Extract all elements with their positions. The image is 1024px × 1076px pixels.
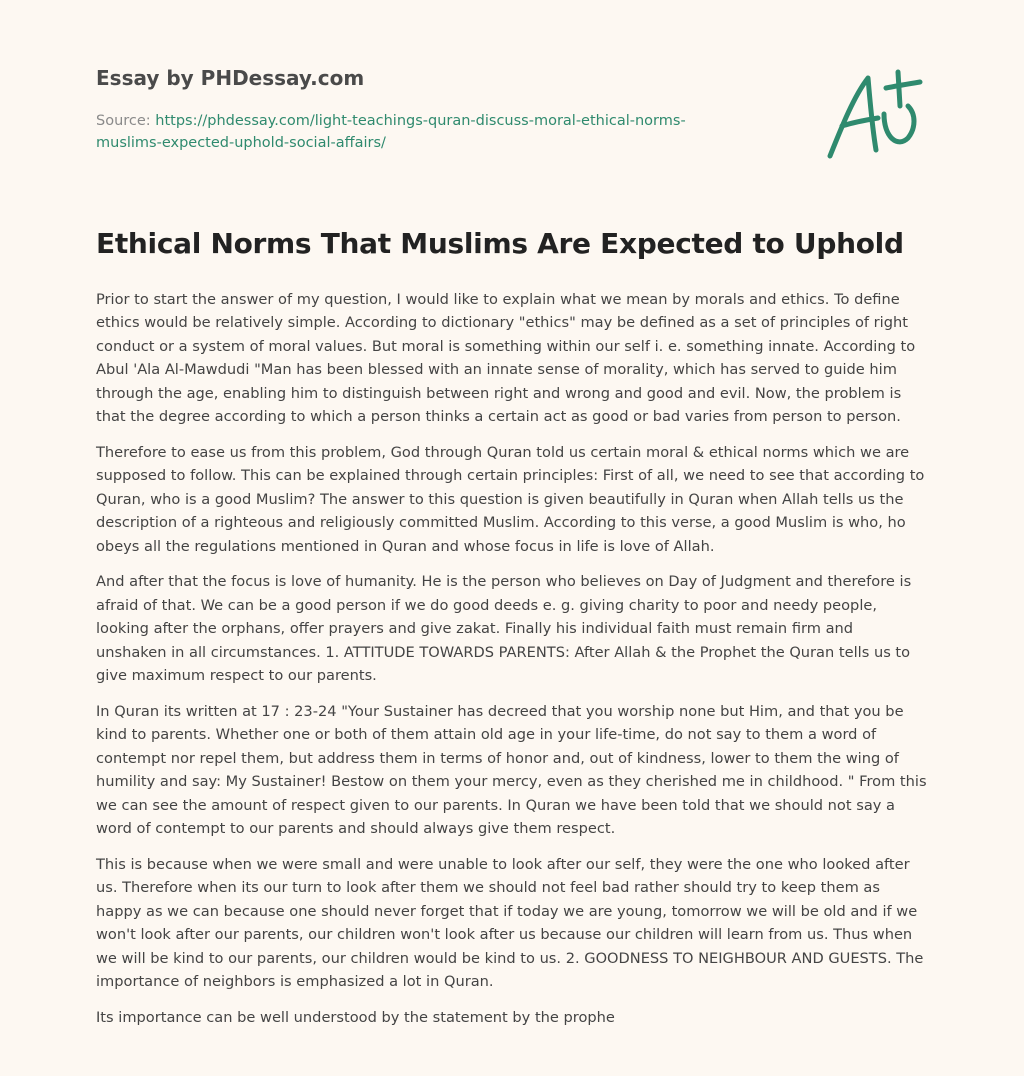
article-paragraph: Therefore to ease us from this problem, God through Quran told us certain moral & ethical norms which we are supposed to follow. This can be explained through certain principles: First of all, we need to see that according to Quran, who is a good Muslim? The answer to this question is given beautifully in Quran when Allah tells us the description of a righteous and religiously committed Muslim. According to this verse, a good Muslim is who, ho obeys all the regulations mentioned in Quran and whose focus in life is love of Allah. — [96, 443, 925, 555]
source-link[interactable]: https://phdessay.com/light-teachings-quran-discuss-moral-ethical-norms-muslims-expected-uphold-social-affairs/ — [96, 113, 686, 151]
source-line — [96, 110, 736, 154]
source-label: Source: — [96, 113, 151, 129]
article-paragraph: Its importance can be well understood by the statement by the prophe — [96, 1008, 615, 1026]
article-paragraph: Prior to start the answer of my question, I would like to explain what we mean by morals and ethics. To define ethics would be relatively simple. According to dictionary "ethics" may be defined as a set of principles of right conduct or a system of moral values. But moral is something within our self i. e. something innate. According to Abul 'Ala Al-Mawdudi "Man has been blessed with an innate sense of morality, which has served to guide him through the age, enabling him to distinguish between right and wrong and good and evil. Now, the problem is that the degree according to which a person thinks a certain act as good or bad varies from person to person. — [96, 291, 916, 426]
site-title: Essay by PHDessay.com — [96, 66, 365, 90]
article-title: Ethical Norms That Muslims Are Expected to Uphold — [96, 227, 904, 260]
a-plus-logo-icon — [820, 66, 930, 166]
page-header — [96, 64, 736, 154]
article-paragraph: In Quran its written at 17 : 23-24 "Your Sustainer has decreed that you worship none but Him, and that you be kind to parents. Whether one or both of them attain old age in your life-time, do not say to them a word of contempt nor repel them, but address them in terms of honor and, out of kindness, lower to them the wing of humility and say: My Sustainer! Bestow on them your mercy, even as they cherished me in childhood. " From this we can see the amount of respect given to our parents. In Quran we have been told that we should not say a word of contempt to our parents and should always give them respect. — [96, 703, 927, 838]
article-paragraph: And after that the focus is love of humanity. He is the person who believes on Day of Judgment and therefore is afraid of that. We can be a good person if we do good deeds e. g. giving charity to poor and needy people, looking after the orphans, offer prayers and give zakat. Finally his individual faith must remain firm and unshaken in all circumstances. 1. ATTITUDE TOWARDS PARENTS: After Allah & the Prophet the Quran tells us to give maximum respect to our parents. — [96, 573, 912, 685]
article — [96, 224, 928, 1042]
article-paragraph: This is because when we were small and were unable to look after our self, they were the one who looked after us. Therefore when its our turn to look after them we should not feel bad rather should try to keep them as happy as we can because one should never forget that if today we are young, tomorrow we will be old and if we won't look after our parents, our children won't look after us because our children will learn from us. Thus when we will be kind to our parents, our children would be kind to us. 2. GOODNESS TO NEIGHBOUR AND GUESTS. The importance of neighbors is emphasized a lot in Quran. — [96, 855, 924, 990]
